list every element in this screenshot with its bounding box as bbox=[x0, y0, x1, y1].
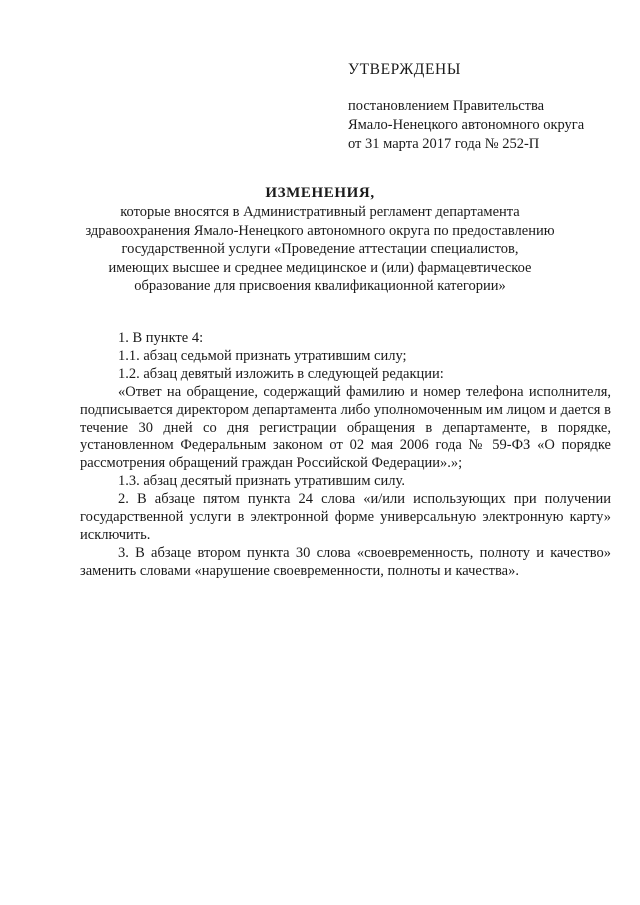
approval-block bbox=[348, 60, 628, 154]
subtitle-line: которые вносятся в Административный регламент департамента bbox=[120, 204, 520, 220]
paragraph-quoted-text: «Ответ на обращение, содержащий фамилию и номер телефона исполнителя, подписывается директором департамента либо уполномоченным им лицом и дается в течение 30 дней со дня регистрации обращения в департаменте, в порядке, установленном Федеральным законом от 02 мая 2006 года № 59-ФЗ «О порядке рассмотрения обращений граждан Российской Федерации».»; bbox=[80, 383, 611, 472]
paragraph-item-1-1: 1.1. абзац седьмой признать утратившим силу; bbox=[118, 347, 407, 364]
approval-heading: УТВЕРЖДЕНЫ bbox=[348, 61, 461, 78]
subtitle-line: имеющих высшее и среднее медицинское и (или) фармацевтическое bbox=[108, 259, 532, 276]
paragraph-item-2: 2. В абзаце пятом пункта 24 слова «и/или использующих при получении государственной услуги в электронной форме универсальную электронную карту» исключить. bbox=[80, 491, 611, 543]
approval-line: постановлением Правительства bbox=[348, 98, 545, 114]
paragraph-item-1-3: 1.3. абзац десятый признать утратившим силу. bbox=[118, 473, 405, 490]
paragraph-item-3: 3. В абзаце втором пункта 30 слова «своевременность, полноту и качество» заменить словами «нарушение своевременности, полноты и качества». bbox=[80, 544, 611, 579]
subtitle-line: государственной услуги «Проведение аттестации специалистов, bbox=[121, 241, 519, 258]
document-body bbox=[80, 330, 611, 581]
approval-line: Ямало-Ненецкого автономного округа bbox=[348, 117, 585, 133]
document-subtitle bbox=[80, 203, 560, 296]
subtitle-line: здравоохранения Ямало-Ненецкого автономного округа по предоставлению bbox=[85, 222, 555, 239]
document-title: ИЗМЕНЕНИЯ, bbox=[265, 185, 375, 201]
paragraph-item-1-2: 1.2. абзац девятый изложить в следующей редакции: bbox=[118, 365, 444, 382]
subtitle-line: образование для присвоения квалификационной категории» bbox=[134, 278, 506, 295]
paragraph-item-1: 1. В пункте 4: bbox=[118, 330, 204, 346]
approval-line: от 31 марта 2017 года № 252-П bbox=[348, 136, 540, 152]
